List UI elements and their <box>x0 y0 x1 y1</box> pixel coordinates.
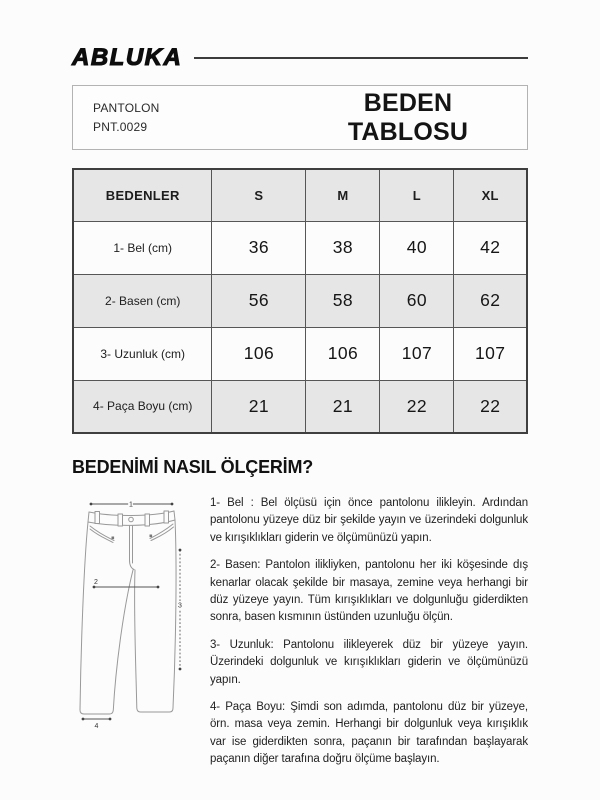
row-label: 2- Basen (cm) <box>73 274 212 327</box>
cell-value: 21 <box>212 380 306 433</box>
cell-value: 107 <box>380 327 454 380</box>
size-table-header-row <box>73 169 527 221</box>
header <box>72 44 528 72</box>
product-info-box <box>72 85 528 150</box>
row-label: 4- Paça Boyu (cm) <box>73 380 212 433</box>
measurement-lines <box>83 501 180 719</box>
cell-value: 106 <box>212 327 306 380</box>
cell-value: 107 <box>454 327 527 380</box>
button-detail <box>129 517 134 522</box>
cell-value: 21 <box>306 380 380 433</box>
measurement-endpoints <box>82 503 182 721</box>
diagram-label-3: 3 <box>178 602 182 610</box>
diagram-label-2: 2 <box>94 579 98 586</box>
diagram-label-4: 4 <box>94 723 99 730</box>
cell-value: 38 <box>306 221 380 274</box>
table-row-basen <box>73 274 527 327</box>
cell-value: 62 <box>454 274 527 327</box>
product-name: PANTOLON <box>93 100 160 115</box>
col-header-m: M <box>306 169 380 221</box>
page-title: BEDEN TABLOSU <box>347 88 469 146</box>
pants-diagram-wrap <box>60 492 202 779</box>
row-label: 1- Bel (cm) <box>73 221 212 274</box>
col-header-bedenler: BEDENLER <box>73 169 212 221</box>
cell-value: 42 <box>454 221 527 274</box>
measure-step-2: 2- Basen: Pantolon ilikliyken, pantolonu her iki köşesinde dış kenarlar olacak şekilde bir masaya, zemine veya herhangi bir düz yüzeye yayın. Tüm kırışıklıkları ve dolgunluğu giderdikten sonra, basen kısmının üstünden uzunluğu ölçün. <box>210 559 528 624</box>
measure-heading: BEDENİMİ NASIL ÖLÇERİM? <box>72 457 314 477</box>
col-header-xl: XL <box>454 169 527 221</box>
cell-value: 36 <box>212 221 306 274</box>
cell-value: 40 <box>380 221 454 274</box>
cell-value: 56 <box>212 274 306 327</box>
brand-logo: ABLUKA <box>72 44 183 71</box>
table-row-bel <box>73 221 527 274</box>
table-row-paca-boyu <box>73 380 527 433</box>
measure-step-4: 4- Paça Boyu: Şimdi son adımda, pantolonu düz bir yüzeye, örn. masa veya zemin. Herhangi bir dolgunluk veya kırışıklık var ise giderdikten sonra, paçanın bir tarafından başlayarak paçanın diğer tarafına doğru ölçüme başlayın. <box>210 701 528 766</box>
product-code: PNT.0029 <box>93 119 148 134</box>
cell-value: 60 <box>380 274 454 327</box>
cell-value: 22 <box>454 380 527 433</box>
col-header-l: L <box>380 169 454 221</box>
measure-step-3: 3- Uzunluk: Pantolonu ilikleyerek düz bir yüzeye yayın. Üzerindeki dolgunluk ve kırışıklıkları giderin ve ölçümünüzü yapın. <box>210 638 528 686</box>
cell-value: 106 <box>306 327 380 380</box>
pants-outline <box>80 511 176 714</box>
diagram-label-1: 1 <box>129 501 133 509</box>
table-row-uzunluk <box>73 327 527 380</box>
pants-diagram <box>60 492 202 742</box>
cell-value: 22 <box>380 380 454 433</box>
measure-instructions <box>210 492 528 779</box>
measure-section <box>72 492 528 779</box>
header-rule <box>194 57 528 59</box>
size-table <box>72 168 528 434</box>
cell-value: 58 <box>306 274 380 327</box>
measure-step-1: 1- Bel : Bel ölçüsü için önce pantolonu ilikleyin. Ardından pantolonu yüzeye düz bir şekilde yayın ve üzerindeki dolgunluk ve kırışıklıkları giderin ve ölçümünüzü yapın. <box>210 497 528 544</box>
col-header-s: S <box>212 169 306 221</box>
row-label: 3- Uzunluk (cm) <box>73 327 212 380</box>
product-info <box>73 99 160 137</box>
